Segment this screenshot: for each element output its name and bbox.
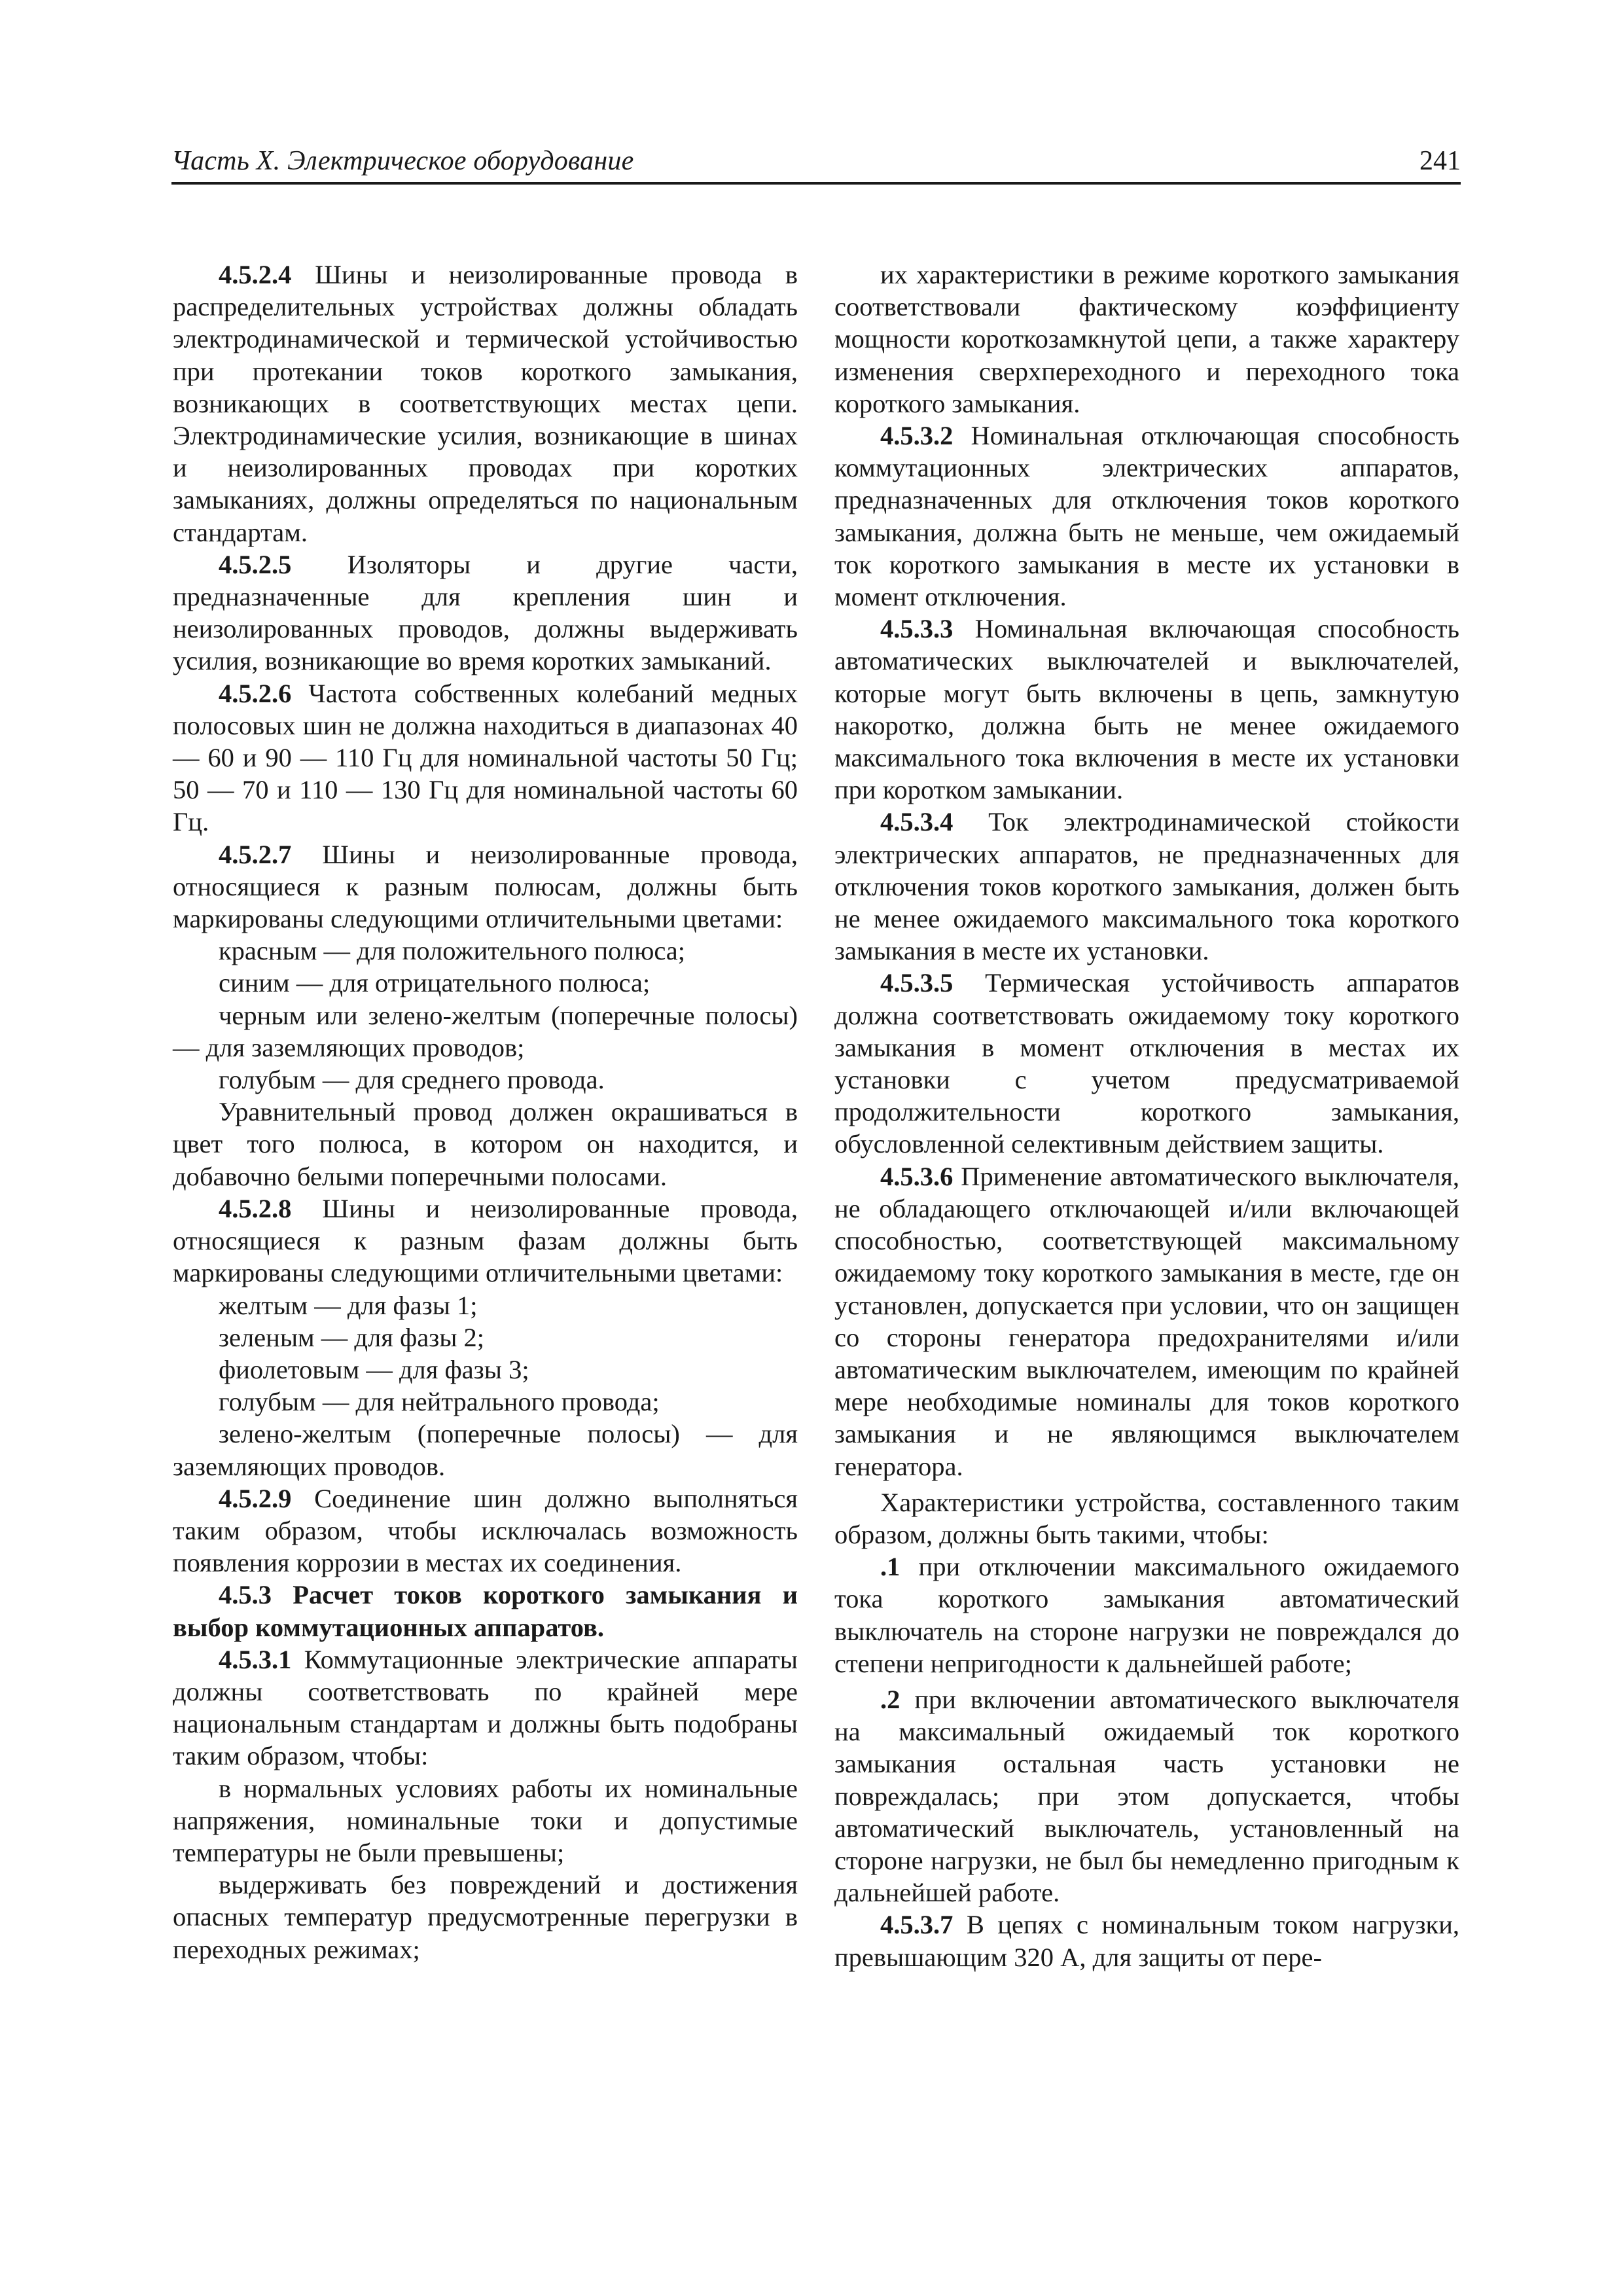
clause-number: 4.5.2.7 (219, 839, 292, 869)
paragraph (834, 1160, 1459, 1482)
list-item: синим — для отрицательного полюса; (219, 968, 651, 998)
clause-number: 4.5.2.5 (219, 549, 292, 579)
paragraph (173, 1643, 798, 1772)
clause-number: 4.5.2.9 (219, 1483, 292, 1513)
clause-number: 4.5.3.5 (880, 968, 954, 998)
paragraph-text: Номинальная отключающая способность коммутационных электрических аппаратов, предназначенных для отключения токов короткого замыкания, должна быть не меньше, чем ожидаемый ток короткого замыкания в месте их установки в момент отключения. (834, 421, 1459, 612)
paragraph-text: при включении автоматического выключателя на максимальный ожидаемый ток короткого замыкания остальная часть установки не повреждалась; при этом допускается, чтобы автоматический выключатель, установленный на стороне нагрузки, не был бы немедленно пригодным к дальнейшей работе. (834, 1684, 1459, 1908)
list-item (834, 1551, 1459, 1679)
list-item: зелено-желтым (поперечные полосы) — для заземляющих проводов. (173, 1419, 798, 1481)
paragraph: их характеристики в режиме короткого замыкания соответствовали фактическому коэффициенту мощности короткозамкнутой цепи, а также характеру изменения сверхпереходного и переходного тока короткого замыкания. (834, 260, 1459, 418)
paragraph-text: Частота собственных колебаний медных полосовых шин не должна находиться в диапазонах 40 — 60 и 90 — 110 Гц для номинальной частоты 50 Гц; 50 — 70 и 110 — 130 Гц для номинальной частоты 60 Гц. (173, 678, 798, 837)
list-item: выдерживать без повреждений и достижения опасных температур предусмотренные перегрузки в переходных режимах; (173, 1870, 798, 1964)
list-item: фиолетовым — для фазы 3; (219, 1354, 529, 1384)
list-item: в нормальных условиях работы их номинальные напряжения, номинальные токи и допустимые температуры не были превышены; (173, 1773, 798, 1867)
list-item: желтым — для фазы 1; (219, 1290, 478, 1320)
paragraph-text: Термическая устойчивость аппаратов должна соответствовать ожидаемому току короткого замыкания в момент отключения в местах их установки с учетом предусматриваемой продолжительности короткого замыкания, обусловленной селективным действием защиты. (834, 968, 1459, 1159)
paragraph-text: при отключении максимального ожидаемого тока короткого замыкания автоматический выключатель на стороне нагрузки не повреждался до степени непригодности к дальнейшей работе; (834, 1552, 1459, 1678)
paragraph (173, 1482, 798, 1579)
paragraph (173, 259, 798, 548)
right-column (834, 259, 1459, 1973)
paragraph-text: Шины и неизолированные провода в распределительных устройствах должны обладать электродинамической и термической устойчивостью при протекании токов короткого замыкания, возникающих в соответствующих местах цепи. Электродинамические усилия, возникающие в шинах и неизолированных проводах при коротких замыканиях, должны определяться по национальным стандартам. (173, 260, 798, 547)
clause-number: 4.5.3.4 (880, 807, 954, 837)
list-item: голубым — для нейтрального провода; (219, 1387, 660, 1417)
paragraph: Уравнительный провод должен окрашиваться в цвет того полюса, в котором он находится, и добавочно белыми поперечными полосами. (173, 1097, 798, 1191)
paragraph-text: Соединение шин должно выполняться таким образом, чтобы исключалась возможность появления коррозии в местах их соединения. (173, 1483, 798, 1578)
list-item: голубым — для среднего провода. (219, 1065, 605, 1095)
list-item (834, 1683, 1459, 1909)
paragraph (173, 1193, 798, 1289)
clause-number: 4.5.3.6 (880, 1161, 954, 1191)
paragraph-text: Шины и неизолированные провода, относящиеся к разным полюсам, должны быть маркированы следующими отличительными цветами: (173, 839, 798, 934)
list-item: черным или зелено-желтым (поперечные полосы) — для заземляющих проводов; (173, 1000, 798, 1062)
running-title: Часть X. Электрическое оборудование (171, 146, 634, 176)
page-number: 241 (1419, 146, 1461, 176)
item-number: .2 (880, 1684, 901, 1714)
clause-number: 4.5.2.4 (219, 260, 292, 289)
paragraph-text: Применение автоматического выключателя, не обладающего отключающей и/или включающей способностью, соответствующей максимальному ожидаемому току короткого замыкания в месте, где он установлен, допускается при условии, что он защищен со стороны генератора предохранителями и/или автоматическим выключателем, имеющим по крайней мере необходимые номиналы для токов короткого замыкания и не являющимся выключателем генератора. (834, 1161, 1459, 1481)
paragraph (834, 613, 1459, 806)
paragraph (834, 1909, 1459, 1973)
paragraph (173, 838, 798, 935)
list-item: зеленым — для фазы 2; (219, 1322, 485, 1352)
clause-number: 4.5.2.6 (219, 678, 292, 708)
section-heading: 4.5.3 Расчет токов короткого замыкания и выбор коммутационных аппаратов. (173, 1580, 798, 1642)
paragraph: Характеристики устройства, составленного таким образом, должны быть такими, чтобы: (834, 1487, 1459, 1549)
paragraph (173, 677, 798, 838)
paragraph-text: В цепях с номинальным током нагрузки, превышающим 320 А, для защиты от пере- (834, 1910, 1459, 1972)
paragraph (173, 548, 798, 677)
clause-number: 4.5.3.7 (880, 1910, 954, 1940)
running-header (171, 143, 1461, 185)
item-number: .1 (880, 1552, 901, 1582)
paragraph (834, 806, 1459, 967)
paragraph (834, 967, 1459, 1160)
clause-number: 4.5.2.8 (219, 1193, 292, 1223)
clause-number: 4.5.3.2 (880, 421, 954, 451)
paragraph-text: Коммутационные электрические аппараты должны соответствовать по крайней мере национальным стандартам и должны быть подобраны таким образом, чтобы: (173, 1644, 798, 1771)
left-column (173, 259, 798, 1965)
clause-number: 4.5.3.3 (880, 614, 954, 644)
paragraph-text: Ток электродинамической стойкости электрических аппаратов, не предназначенных для отключения токов короткого замыкания, должен быть не менее ожидаемого максимального тока короткого замыкания в месте их установки. (834, 807, 1459, 966)
paragraph-text: Шины и неизолированные провода, относящиеся к разным фазам должны быть маркированы следующими отличительными цветами: (173, 1193, 798, 1288)
paragraph (834, 420, 1459, 613)
paragraph-text: Номинальная включающая способность автоматических выключателей и выключателей, которые могут быть включены в цепь, замкнутую накоротко, должна быть не менее ожидаемого максимального тока включения в месте их установки при коротком замыкании. (834, 614, 1459, 805)
paragraph-text: Изоляторы и другие части, предназначенные для крепления шин и неизолированных проводов, должны выдерживать усилия, возникающие во время коротких замыканий. (173, 549, 798, 676)
list-item: красным — для положительного полюса; (219, 936, 686, 966)
clause-number: 4.5.3.1 (219, 1644, 292, 1674)
